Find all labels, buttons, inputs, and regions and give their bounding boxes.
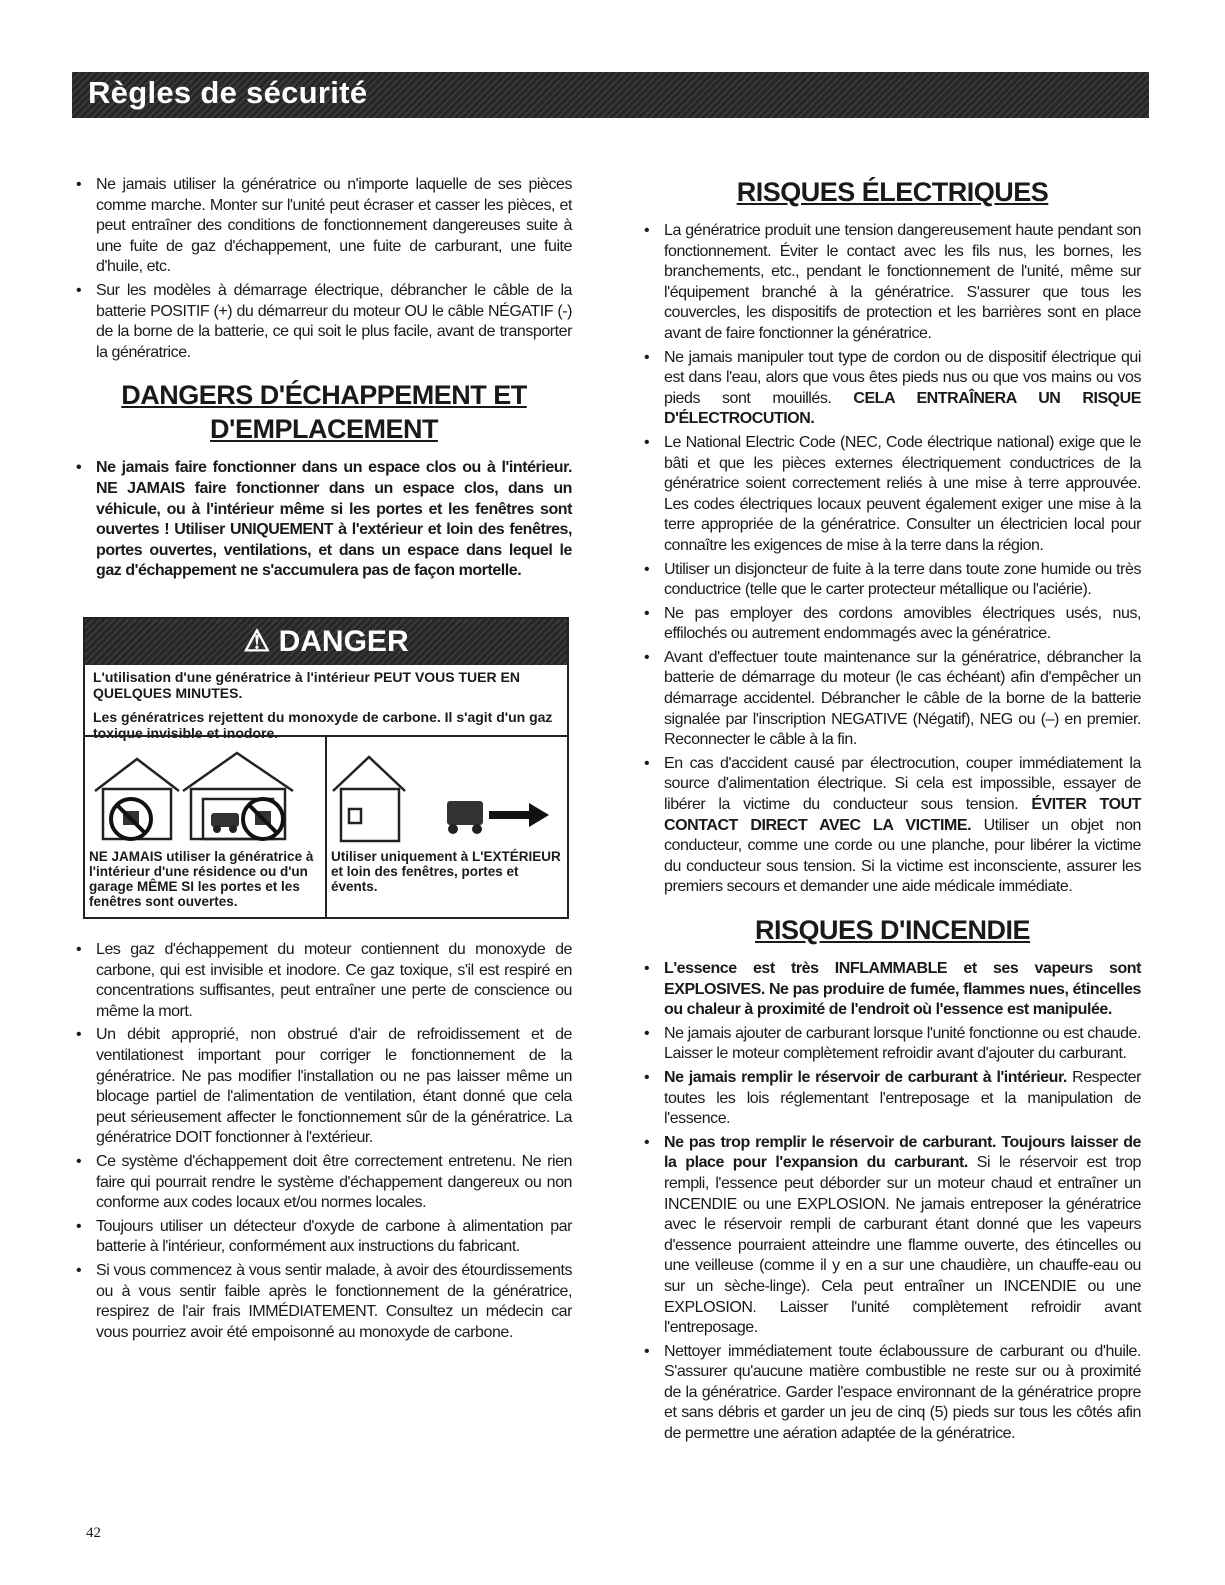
warning-list bbox=[76, 458, 572, 582]
fire-list bbox=[644, 959, 1141, 1445]
intro-list bbox=[76, 175, 572, 363]
section-heading-exhaust bbox=[76, 378, 572, 446]
page-number: 42 bbox=[86, 1525, 101, 1541]
danger-box bbox=[83, 617, 569, 919]
list-item: • Les gaz d'échappement du moteur contiennent du monoxyde de carbone, qui est invisible et inodore. Ce gaz toxique, s'il est respiré en concentrations suffisantes, peut entraîner une perte de conscience ou même la mort. bbox=[76, 940, 572, 1022]
item-bold: L'essence est très INFLAMMABLE et ses vapeurs sont EXPLOSIVES. Ne pas produire de fumée, flammes nues, étincelles ou chaleur à proximité de l'endroit où l'essence est manipulée. bbox=[664, 960, 1141, 1019]
list-item: • Ne jamais faire fonctionner dans un espace clos ou à l'intérieur. NE JAMAIS faire fonctionner dans un espace clos, dans un véhicule, ou à l'intérieur même si les portes et les fenêtres sont ouvertes ! Utiliser UNIQUEMENT à l'extérieur et loin des fenêtres, portes ouvertes, ventilations, et dans un espace dans lequel le gaz d'échappement ne s'accumulera pas de façon mortelle. bbox=[76, 458, 572, 582]
list-item: • Ne jamais utiliser la génératrice ou n'importe laquelle de ses pièces comme marche. Monter sur l'unité peut écraser et casser les pièces, et peut entraîner des conditions de fonctionnement dangereuses suite à une fuite de gaz d'échappement, une fuite de carburant, une fuite d'huile, etc. bbox=[76, 175, 572, 278]
item-text: Utiliser un disjoncteur de fuite à la terre dans toute zone humide ou très conductrice (telle que le carter protecteur métallique ou l'aciérie). bbox=[664, 560, 1141, 599]
item-text: Avant d'effectuer toute maintenance sur la génératrice, débrancher la batterie de démarrage du moteur (le cas échéant) afin d'empêcher un démarrage accidentel. Débrancher le câble de la borne de la batterie signalée par l'inscription NEGATIVE (Négatif), NEG ou (–) en premier. Reconnecter le câble à la fin. bbox=[664, 648, 1141, 749]
outdoor-use-icon bbox=[329, 739, 565, 847]
right-column bbox=[644, 175, 1141, 1448]
list-item bbox=[644, 1342, 1141, 1445]
list-item bbox=[644, 221, 1141, 345]
item-text: Ne pas employer des cordons amovibles électriques usés, nus, effilochés ou autrement endommagés avec la génératrice. bbox=[664, 604, 1141, 643]
list-item: • Sur les modèles à démarrage électrique, débrancher le câble de la batterie POSITIF (+) du démarreur du moteur OU le câble NÉGATIF (-) de la borne de la batterie, ce qui soit le plus facile, avant de transporter la génératrice. bbox=[76, 281, 572, 363]
no-indoor-use-icon bbox=[87, 739, 323, 847]
item-text: En cas d'accident causé par électrocution, couper immédiatement la source d'alimentation électrique. Si cela est impossible, essayer de libérer la victime du conducteur sous tension. bbox=[664, 754, 1141, 814]
list-item bbox=[644, 959, 1141, 1021]
item-bold: Ne pas trop remplir le réservoir de carburant. Toujours laisser de la place pour l'expansion du carburant. bbox=[664, 1133, 1141, 1172]
item-text-tail: Utiliser un objet non conducteur, comme une corde ou une planche, pour libérer la victime du conducteur sous tension. Si la victime est inconsciente, assurer les premiers secours et demander une aide médicale immédiate. bbox=[664, 816, 1141, 896]
item-text: Le National Electric Code (NEC, Code électrique national) exige que le bâti et que les pièces externes électriquement conductrices de la génératrice soient correctement reliés à une mise à terre approuvée. Les codes électriques locaux peuvent également exiger une mise à la terre appropriée de la génératrice. Consulter un électricien local pour connaître les exigences de mise à la terre dans la région. bbox=[664, 433, 1141, 554]
list-item: • Ce système d'échappement doit être correctement entretenu. Ne rien faire qui pourrait rendre le système d'échappement dangereux ou non conforme aux codes locaux et/ou normes locales. bbox=[76, 1152, 572, 1214]
danger-text bbox=[85, 665, 567, 741]
list-item bbox=[644, 1024, 1141, 1065]
list-item: • Un débit approprié, non obstrué d'air de refroidissement et de ventilationest important pour corriger le fonctionnement de la génératrice. Ne pas modifier l'installation ou ne pas laisser même un blocage partiel de l'alimentation de ventilation, étant donné que cela peut sérieusement affecter le fonctionnement sûr de la génératrice. La génératrice DOIT fonctionner à l'extérieur. bbox=[76, 1025, 572, 1149]
danger-line-2: Les génératrices rejettent du monoxyde de carbone. Il s'agit d'un gaz toxique invisible et inodore. bbox=[93, 709, 553, 741]
item-bold: ÉVITER TOUT CONTACT DIRECT AVEC LA VICTIME. bbox=[664, 796, 1141, 834]
list-item bbox=[644, 433, 1141, 557]
item-bold: Ne jamais remplir le réservoir de carburant à l'intérieur. bbox=[664, 1068, 1067, 1086]
list-item bbox=[644, 1068, 1141, 1130]
indoor-caption: NE JAMAIS utiliser la génératrice à l'intérieur d'une résidence ou d'un garage MÊME SI les portes et les fenêtres sont ouvertes. bbox=[89, 849, 314, 909]
list-item bbox=[644, 560, 1141, 601]
list-item: • Toujours utiliser un détecteur d'oxyde de carbone à alimentation par batterie à l'intérieur, conformément aux instructions du fabricant. bbox=[76, 1217, 572, 1258]
section-banner bbox=[72, 72, 1149, 118]
item-bold: CELA ENTRAÎNERA UN RISQUE D'ÉLECTROCUTION. bbox=[664, 389, 1141, 428]
page-title: Règles de sécurité bbox=[88, 75, 368, 110]
item-text: Si le réservoir est trop rempli, l'essence peut déborder sur un moteur chaud et entraîner un INCENDIE ou une EXPLOSION. Ne jamais entreposer la génératrice avec le réservoir rempli de carburant étant donné que les vapeurs d'essence pourraient atteindre une flamme ouverte, des étincelles ou une veilleuse (comme il y en a sur une chaudière, un chauffe-eau ou sur un sèche-linge). Cela peut entraîner un INCENDIE ou une EXPLOSION. Laisser l'unité complètement refroidir avant l'entreposage. bbox=[664, 1154, 1141, 1337]
list-item bbox=[644, 1133, 1141, 1339]
list-item bbox=[644, 604, 1141, 645]
panel-outdoor bbox=[327, 737, 567, 919]
danger-line-1: L'utilisation d'une génératrice à l'intérieur PEUT VOUS TUER EN QUELQUES MINUTES. bbox=[93, 669, 520, 701]
panel-indoor bbox=[85, 737, 327, 919]
list-item bbox=[644, 754, 1141, 898]
electrical-list bbox=[644, 221, 1141, 898]
item-text: Respecter toutes les lois réglementant l'entreposage et la manipulation de l'essence. bbox=[664, 1068, 1141, 1128]
left-column bbox=[76, 175, 572, 585]
item-text: La génératrice produit une tension dangereusement haute pendant son fonctionnement. Éviter le contact avec les fils nus, les bornes, les branchements, etc., pendant le fonctionnement de l'unité, même sur l'équipement branché à la génératrice. S'assurer que tous les couvercles, les dispositifs de protection et les barrières sont en place avant de faire fonctionner la génératrice. bbox=[664, 222, 1141, 342]
heading-line-2: D'EMPLACEMENT bbox=[210, 414, 438, 445]
left-column-bottom bbox=[76, 940, 572, 1346]
list-item: • Si vous commencez à vous sentir malade, à avoir des étourdissements ou à vous sentir faible après le fonctionnement de la génératrice, respirez de l'air frais IMMÉDIATEMENT. Consultez un médecin car vous pourriez avoir été empoisonné au monoxyde de carbone. bbox=[76, 1261, 572, 1343]
section-heading-fire: RISQUES D'INCENDIE bbox=[755, 915, 1030, 945]
item-text: Ne jamais manipuler tout type de cordon ou de dispositif électrique qui est dans l'eau, alors que vous êtes pieds nus ou que vos mains ou vos pieds sont mouillés. bbox=[664, 348, 1141, 407]
section-heading-electrical: RISQUES ÉLECTRIQUES bbox=[736, 177, 1049, 207]
danger-header: ⚠ DANGER bbox=[85, 619, 567, 665]
item-text: Ne jamais ajouter de carburant lorsque l'unité fonctionne ou est chaude. Laisser le moteur complètement refroidir avant d'ajouter du carburant. bbox=[664, 1024, 1141, 1063]
item-text: Nettoyer immédiatement toute éclaboussure de carburant ou d'huile. S'assurer qu'aucune matière combustible ne reste sur ou à proximité de la génératrice. Garder l'espace environnant de la génératrice propre et sans débris et garder un jeu de cinq (5) pieds sur tous les côtés afin de permettre une aération adaptée de la génératrice. bbox=[664, 1342, 1141, 1443]
danger-panels bbox=[85, 735, 567, 919]
outdoor-caption: Utiliser uniquement à L'EXTÉRIEUR et loin des fenêtres, portes et évents. bbox=[331, 849, 561, 894]
heading-line-1: DANGERS D'ÉCHAPPEMENT ET bbox=[121, 380, 527, 411]
list-item bbox=[644, 648, 1141, 751]
list-item bbox=[644, 348, 1141, 430]
exhaust-list bbox=[76, 940, 572, 1343]
